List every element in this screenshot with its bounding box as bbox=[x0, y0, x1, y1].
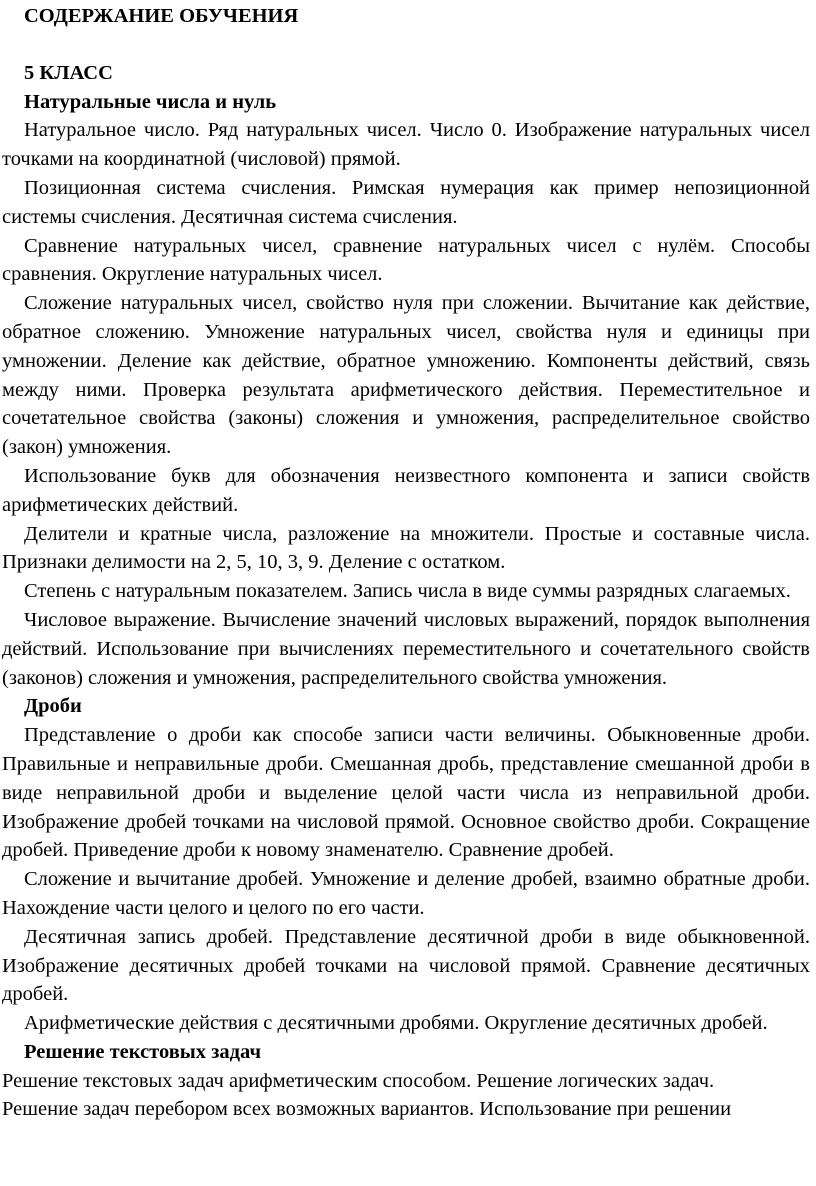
section-heading-natural-numbers: Натуральные числа и нуль bbox=[24, 90, 277, 113]
grade-heading: 5 КЛАСС bbox=[24, 61, 113, 84]
paragraph: Сложение и вычитание дробей. Умножение и деление дробей, взаимно обратные дроби. Нахождение части целого и целого по его части. bbox=[2, 868, 810, 919]
paragraph: Использование букв для обозначения неизвестного компонента и записи свойств арифметических действий. bbox=[2, 464, 810, 516]
paragraph: Степень с натуральным показателем. Запись числа в виде суммы разрядных слагаемых. bbox=[24, 580, 791, 603]
text-line: Решение текстовых задач арифметическим способом. Решение логических задач. bbox=[2, 1069, 715, 1092]
paragraph: Числовое выражение. Вычисление значений числовых выражений, порядок выполнения действий. Использование при вычислениях переместительного и сочетательного свойств (законов) сложения и умножения, распределительного свойства умножения. bbox=[2, 608, 810, 689]
paragraph: Натуральное число. Ряд натуральных чисел. Число 0. Изображение натуральных чисел точками на координатной (числовой) прямой. bbox=[2, 119, 810, 171]
paragraph: Десятичная запись дробей. Представление десятичной дроби в виде обыкновенной. Изображение десятичных дробей точками на числовой прямой. Сравнение десятичных дробей. bbox=[2, 925, 810, 1006]
paragraph: Арифметические действия с десятичными дробями. Округление десятичных дробей. bbox=[24, 1012, 768, 1035]
section-heading-fractions: Дроби bbox=[24, 695, 82, 718]
section-heading-word-problems: Решение текстовых задач bbox=[24, 1040, 262, 1063]
paragraph: Сложение натуральных чисел, свойство нуля при сложении. Вычитание как действие, обратное сложению. Умножение натуральных чисел, свойства нуля и единицы при умножении. Деление как действие, обратное умножению. Компоненты действий, связь между ними. Проверка результата арифметического действия. Переместительное и сочетательное свойства (законы) сложения и умножения, распределительное свойство (закон) умножения. bbox=[2, 292, 810, 459]
paragraph: Сравнение натуральных чисел, сравнение натуральных чисел с нулём. Способы сравнения. Округление натуральных чисел. bbox=[2, 234, 810, 286]
title-spacer bbox=[2, 31, 810, 59]
text-line: Решение задач перебором всех возможных вариантов. Использование при решении bbox=[2, 1098, 732, 1121]
paragraph: Представление о дроби как способе записи части величины. Обыкновенные дроби. Правильные и неправильные дроби. Смешанная дробь, представление смешанной дроби в виде неправильной дроби и выделение целой части числа из неправильной дроби. Изображение дробей точками на числовой прямой. Основное свойство дроби. Сокращение дробей. Приведение дроби к новому знаменателю. Сравнение дробей. bbox=[2, 724, 810, 862]
document-title: СОДЕРЖАНИЕ ОБУЧЕНИЯ bbox=[24, 5, 299, 27]
paragraph: Делители и кратные числа, разложение на множители. Простые и составные числа. Признаки делимости на 2, 5, 10, 3, 9. Деление с остатком. bbox=[2, 522, 810, 574]
paragraph: Позиционная система счисления. Римская нумерация как пример непозиционной системы счисления. Десятичная система счисления. bbox=[2, 176, 810, 228]
